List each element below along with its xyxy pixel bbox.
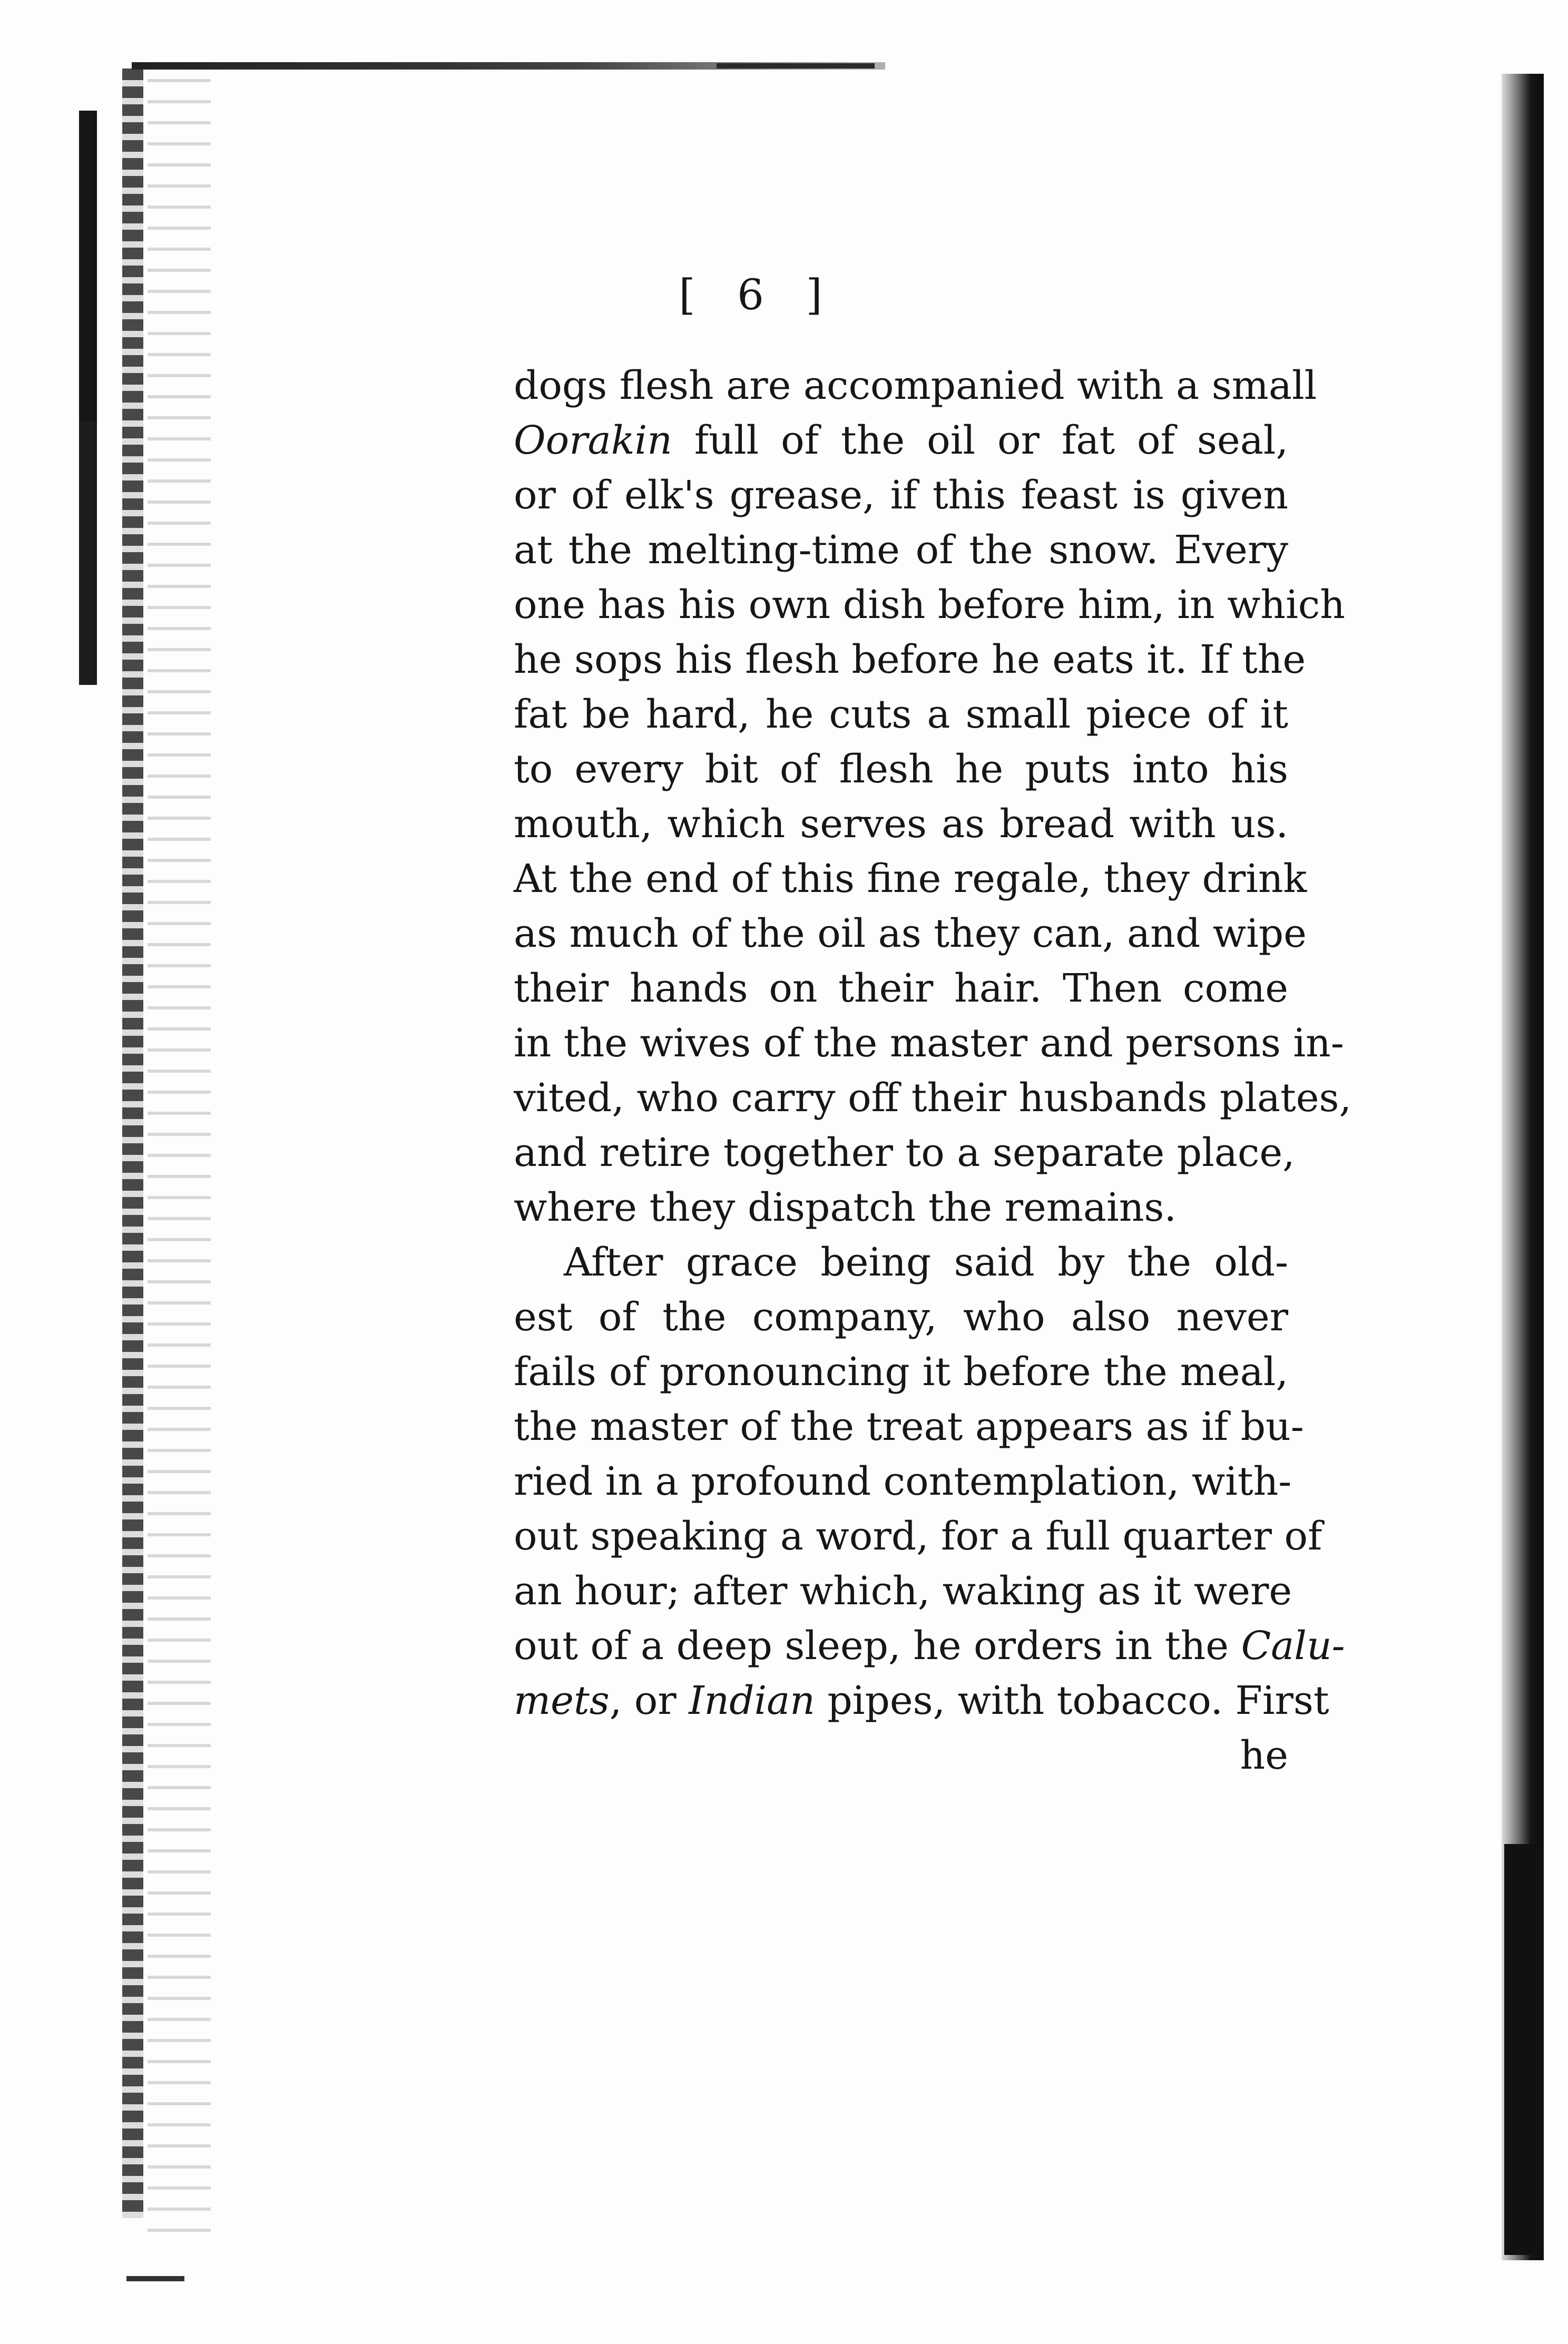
text-line: [514, 961, 1288, 1016]
text-segment: dogs flesh are accompanied with a small: [514, 363, 1317, 408]
scan-top-edge-dash: [717, 63, 875, 68]
text-line: [514, 1454, 1292, 1509]
text-line: [514, 1399, 1304, 1454]
page-number-header: [527, 270, 975, 319]
text-line: [514, 851, 1307, 906]
text-line: [514, 1673, 1329, 1728]
text-line: [514, 1180, 1288, 1235]
scan-page-edge-dark: [1504, 1844, 1544, 2255]
text-segment: and retire together to a separate place,: [514, 1130, 1295, 1175]
text-line: [514, 358, 1317, 413]
text-line: [514, 1125, 1295, 1180]
text-segment: the master of the treat appears as if bu-: [514, 1404, 1304, 1449]
scan-binding-edge: [79, 421, 97, 685]
text-segment: After grace being said by the old-: [564, 1240, 1288, 1285]
text-segment: full of the oil or fat of seal,: [672, 418, 1288, 463]
text-segment: as much of the oil as they can, and wipe: [514, 911, 1307, 956]
text-segment: he sops his flesh before he eats it. If the: [514, 637, 1306, 682]
text-segment: ried in a profound contemplation, with-: [514, 1459, 1292, 1504]
text-segment: vited, who carry off their husbands plates,: [514, 1075, 1352, 1121]
text-segment: out of a deep sleep, he orders in the: [514, 1623, 1241, 1669]
text-segment: one has his own dish before him, in which: [514, 582, 1345, 627]
text-line: [514, 797, 1288, 851]
text-line: [514, 468, 1288, 523]
text-line: [514, 632, 1306, 687]
text-segment: to every bit of flesh he puts into his: [514, 747, 1288, 792]
text-line: [514, 687, 1288, 742]
text-segment: , or: [609, 1678, 689, 1723]
text-line: [514, 1290, 1288, 1345]
italic-text: Indian: [689, 1678, 815, 1723]
scan-binding-speckle: [148, 79, 211, 2239]
text-segment: fails of pronouncing it before the meal,: [514, 1349, 1288, 1395]
text-segment: where they dispatch the remains.: [514, 1185, 1177, 1230]
text-segment: at the melting-time of the snow. Every: [514, 527, 1288, 573]
text-line: [514, 1071, 1352, 1125]
text-line: [514, 1509, 1322, 1564]
text-line: [514, 1235, 1288, 1290]
catchword: he: [1240, 1733, 1288, 1778]
text-line: [514, 1619, 1345, 1673]
text-line: [514, 523, 1288, 577]
text-segment: mouth, which serves as bread with us.: [514, 801, 1288, 847]
text-segment: out speaking a word, for a full quarter of: [514, 1514, 1322, 1559]
text-line: [514, 577, 1345, 632]
body-text: [514, 358, 1352, 1783]
text-line: [514, 906, 1307, 961]
header-bracket-open: [: [679, 270, 696, 319]
text-line: [514, 742, 1288, 797]
text-segment: fat be hard, he cuts a small piece of it: [514, 692, 1288, 737]
scan-bottom-mark: [126, 2276, 184, 2281]
text-line: [514, 1564, 1292, 1619]
italic-text: Calu-: [1241, 1623, 1345, 1669]
text-segment: their hands on their hair. Then come: [514, 966, 1288, 1011]
text-segment: or of elk's grease, if this feast is given: [514, 473, 1288, 518]
text-segment: an hour; after which, waking as it were: [514, 1568, 1292, 1614]
text-segment: in the wives of the master and persons in-: [514, 1021, 1344, 1066]
page-number: 6: [737, 270, 765, 319]
text-segment: pipes, with tobacco. First: [815, 1678, 1329, 1723]
italic-text: Oorakin: [514, 418, 672, 463]
text-line: [514, 1016, 1344, 1071]
header-bracket-close: ]: [806, 270, 823, 319]
text-line: [514, 1345, 1288, 1399]
italic-text: mets: [514, 1678, 610, 1723]
text-line: [514, 413, 1288, 468]
text-segment: est of the company, who also never: [514, 1294, 1288, 1340]
text-segment: At the end of this fine regale, they drink: [514, 856, 1307, 901]
scan-binding-gutter: [122, 68, 143, 2218]
